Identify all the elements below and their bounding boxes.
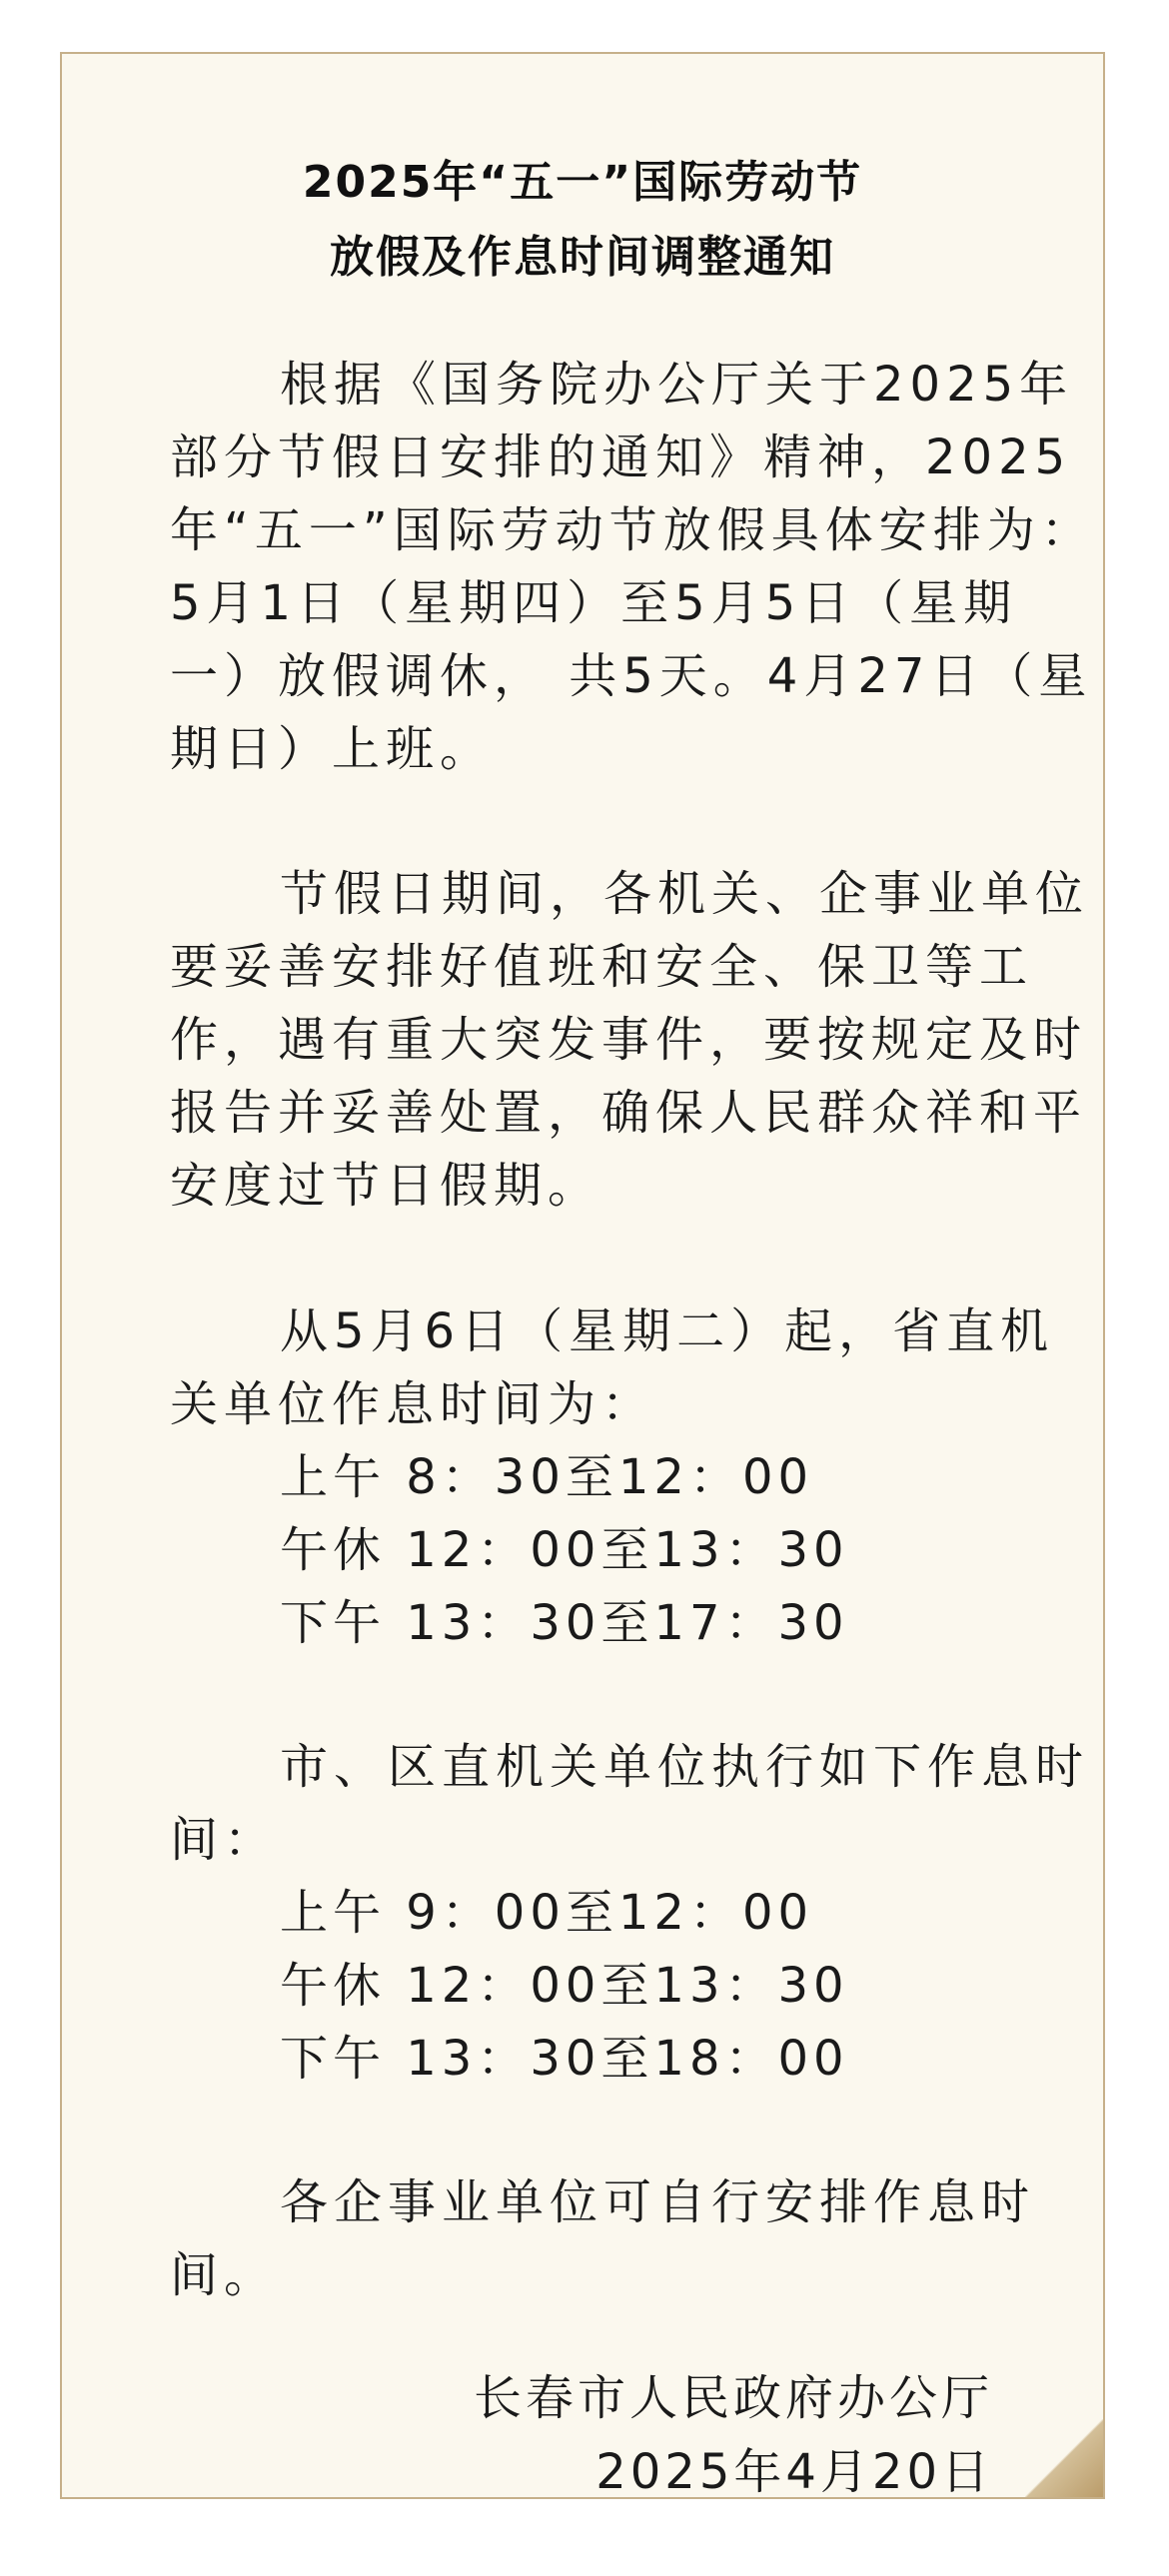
paragraph-5-line: 间。 — [170, 2247, 279, 2303]
provincial-schedule-morning: 上午 8：30至12：00 — [280, 1449, 814, 1505]
notice-card — [60, 52, 1105, 2499]
paragraph-1-line: 期日）上班。 — [170, 721, 495, 777]
paragraph-5-line: 各企事业单位可自行安排作息时 — [280, 2174, 1036, 2230]
issue-date: 2025年4月20日 — [595, 2444, 993, 2499]
paragraph-1-line: 根据《国务院办公厅关于2025年 — [280, 357, 1074, 413]
paragraph-2-line: 报告并妥善处置，确保人民群众祥和平 — [170, 1085, 1088, 1141]
paragraph-3-line: 关单位作息时间为： — [170, 1376, 656, 1432]
paragraph-3-line: 从5月6日（星期二）起，省直机 — [280, 1303, 1055, 1359]
issuer-name: 长春市人民政府办公厅 — [473, 2370, 993, 2426]
provincial-schedule-noon-break: 午休 12：00至13：30 — [280, 1522, 849, 1578]
paragraph-1-line: 一）放假调休， 共5天。4月27日（星 — [170, 648, 1093, 704]
paragraph-4-line: 间： — [170, 1812, 279, 1868]
paragraph-2-line: 安度过节日假期。 — [170, 1158, 602, 1214]
notice-title-line-1: 2025年“五一”国际劳动节 — [302, 157, 863, 208]
paragraph-2-line: 节假日期间，各机关、企事业单位 — [280, 866, 1090, 922]
paragraph-2-line: 要妥善安排好值班和安全、保卫等工 — [170, 939, 1034, 995]
paragraph-1-line: 年“五一”国际劳动节放假具体安排为： — [170, 502, 1095, 558]
notice-title-line-2: 放假及作息时间调整通知 — [330, 232, 835, 283]
city-schedule-morning: 上午 9：00至12：00 — [280, 1885, 814, 1941]
provincial-schedule-afternoon: 下午 13：30至17：30 — [280, 1595, 849, 1651]
city-schedule-afternoon: 下午 13：30至18：00 — [280, 2031, 849, 2087]
paragraph-1-line: 5月1日（星期四）至5月5日（星期 — [170, 575, 1018, 631]
paragraph-1-line: 部分节假日安排的通知》精神，2025 — [170, 429, 1072, 485]
paragraph-2-line: 作，遇有重大突发事件，要按规定及时 — [170, 1012, 1088, 1068]
page-curl-decoration — [1025, 2419, 1105, 2499]
paragraph-4-line: 市、区直机关单位执行如下作息时 — [280, 1739, 1090, 1795]
city-schedule-noon-break: 午休 12：00至13：30 — [280, 1958, 849, 2014]
